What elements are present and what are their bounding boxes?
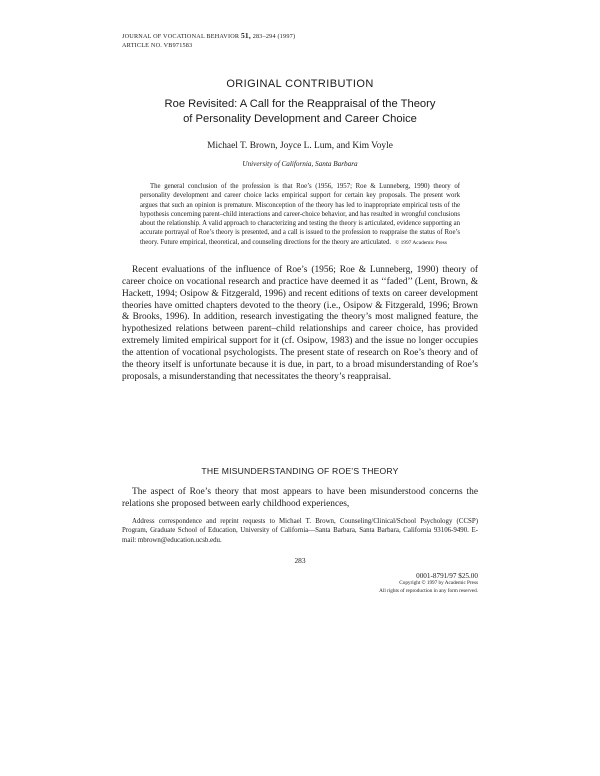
abstract bbox=[140, 182, 460, 248]
journal-header bbox=[122, 31, 295, 50]
affiliation: University of California, Santa Barbara bbox=[242, 160, 358, 168]
article-title bbox=[122, 97, 478, 127]
section-label: ORIGINAL CONTRIBUTION bbox=[226, 78, 374, 90]
body-paragraph-1: Recent evaluations of the influence of Roe’s (1956; Roe & Lunneberg, 1990) theory of career choice on vocational research and practice have deemed it as ‘‘faded’’ (Lent, Brown, & Hackett, 1994; Osipow & Fitzgerald, 1996) and recent editions of texts on career development theories have omitted chapters devoted to the theory (i.e., Osipow & Fitzgerald, 1996; Brown & Brooks, 1996). In addition, research investigating the theory’s most maligned feature, the hypothesized relations between parent–child relationships and career choice, has provided extremely limited empirical support for it (cf. Osipow, 1983) and the issue no longer occupies the attention of vocational psychologists. The present state of research on Roe’s theory and of the theory itself is unfortunate because it is due, in part, to a broad misunderstanding of Roe’s proposals, a misunderstanding that necessitates the theory’s reappraisal. bbox=[122, 265, 478, 382]
abstract-copyright: © 1997 Academic Press bbox=[395, 239, 447, 246]
abstract-text: The general conclusion of the profession is that Roe’s (1956, 1957; Roe & Lunneberg, 1990) theory of personality development and career choice lacks empirical support for certain key proposals. The present work argues that such an opinion is premature. Misconception of the theory has led to inappropriate empirical tests of the hypothesis concerning parent–child interactions and career-choice behavior, and has resulted in wrongful conclusions about the relationship. A valid approach to characterizing and testing the theory is articulated, evidence supporting an accurate portrayal of Roe’s theory is presented, and a call is issued to the profession to reappraise the status of Roe’s theory. Future empirical, theoretical, and counseling directions for the theory are articulated. bbox=[140, 183, 460, 246]
correspondence-footnote: Address correspondence and reprint requests to Michael T. Brown, Counseling/Clinical/School Psychology (CCSP) Program, Graduate School of Education, University of California—Santa Barbara, Santa Barbara, California 93106-9490. E-mail: mbrown@education.ucsb.edu. bbox=[122, 518, 478, 544]
page-number: 283 bbox=[294, 556, 306, 565]
journal-name: JOURNAL OF VOCATIONAL BEHAVIOR bbox=[122, 33, 240, 40]
copyright-block bbox=[278, 572, 478, 595]
journal-citation bbox=[122, 31, 295, 41]
journal-volume: 51, bbox=[240, 31, 251, 40]
title-line-2: of Personality Development and Career Choice bbox=[183, 113, 417, 125]
title-line-1: Roe Revisited: A Call for the Reappraisal of the Theory bbox=[164, 98, 436, 110]
authors: Michael T. Brown, Joyce L. Lum, and Kim Voyle bbox=[207, 141, 393, 151]
issn-price: 0001-8791/97 $25.00 bbox=[416, 572, 478, 580]
article-number: ARTICLE NO. VB971583 bbox=[122, 42, 193, 49]
copyright-line: Copyright © 1997 by Academic Press bbox=[399, 580, 478, 587]
body-paragraph-2: The aspect of Roe’s theory that most appears to have been misunderstood concerns the relations she proposed between early childhood experiences, bbox=[122, 487, 478, 509]
section-heading: THE MISUNDERSTANDING OF ROE’S THEORY bbox=[201, 466, 399, 476]
rights-line: All rights of reproduction in any form reserved. bbox=[379, 587, 478, 594]
journal-pages-year: 283–294 (1997) bbox=[252, 33, 296, 40]
